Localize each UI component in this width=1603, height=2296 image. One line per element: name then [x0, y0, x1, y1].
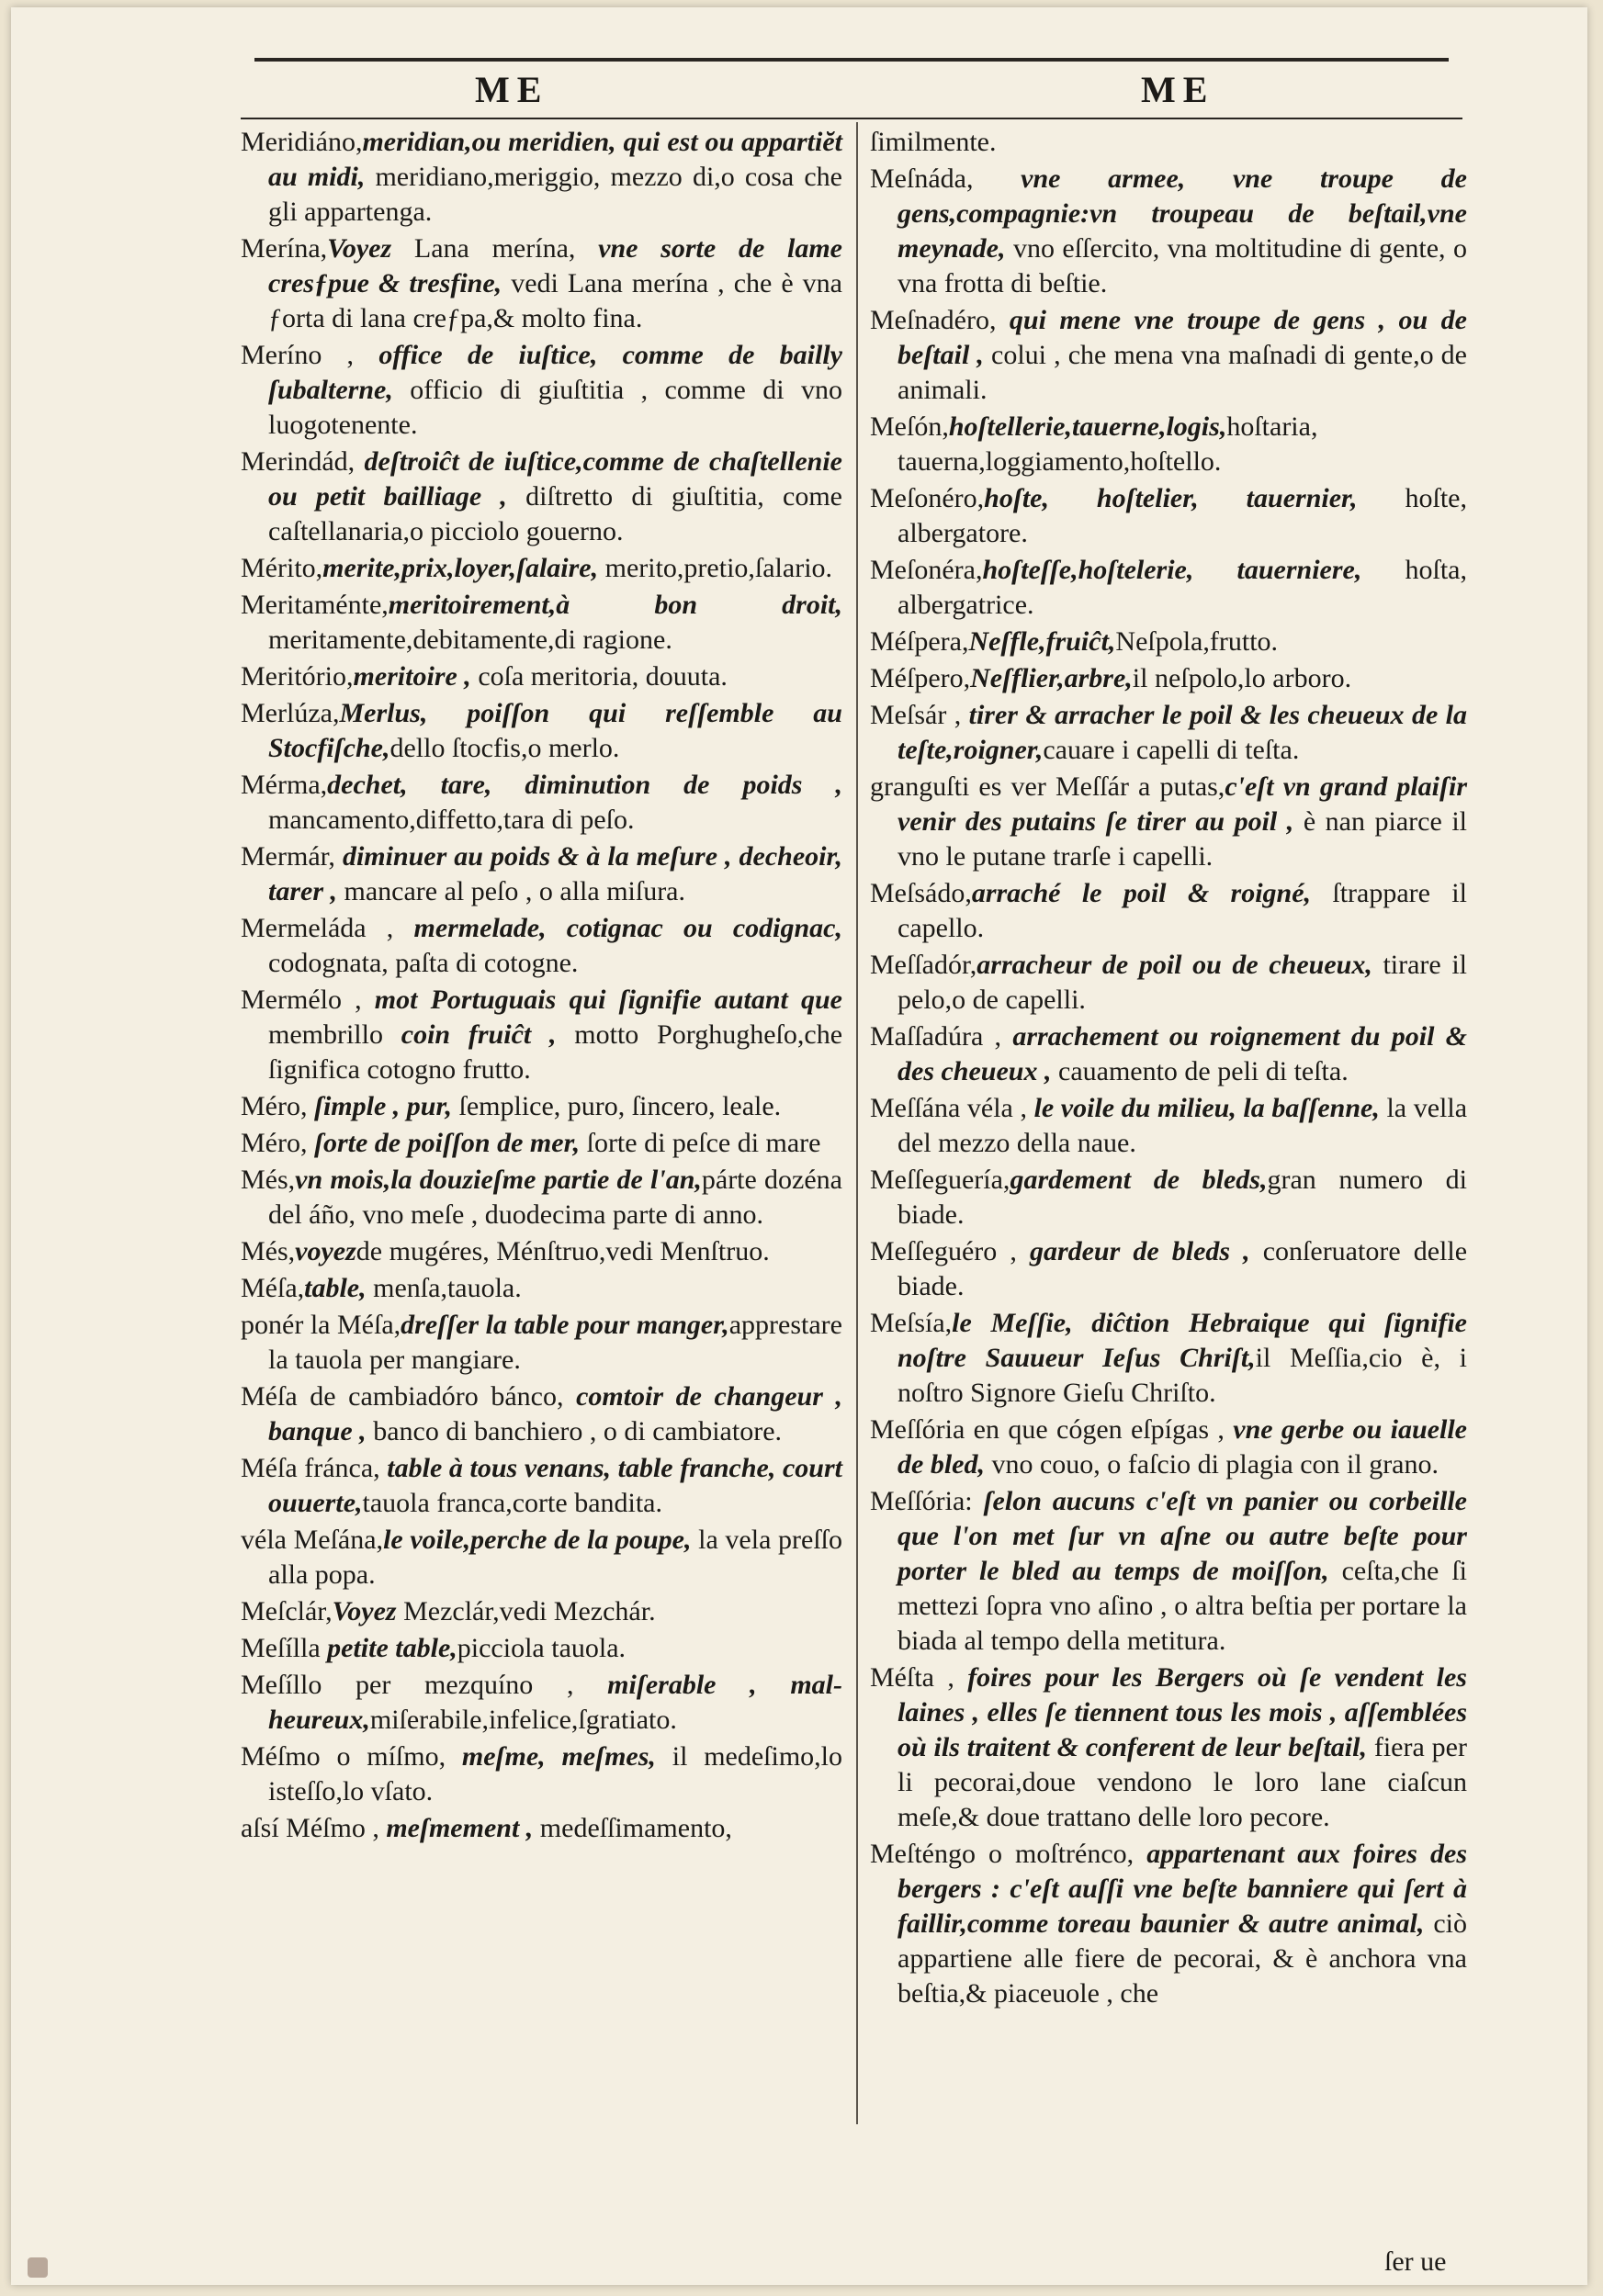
entry-french-gloss: diminuer au poids & à la meſure , decheoir, tarer , — [268, 841, 843, 906]
entry-french-gloss: mot Portuguais qui ſignifie autant que — [374, 985, 842, 1015]
entry-french-gloss: table à tous venans, table franche, court ouuerte, — [268, 1453, 842, 1518]
entry-french-gloss: gardeur de bleds , — [1029, 1236, 1250, 1266]
entry-italian-gloss: párte dozéna del áño, — [268, 1165, 842, 1230]
dictionary-entry — [870, 876, 1467, 946]
entry-french-gloss: ſorte de poiſſon de mer, — [313, 1128, 581, 1158]
entry-italian-gloss: il Meſſia,cio è, i noſtro Signore Gieſu Chriſto. — [897, 1343, 1467, 1408]
dictionary-entry — [241, 1594, 842, 1629]
entry-headword: Meridiáno, — [241, 127, 363, 157]
dictionary-entry — [870, 698, 1467, 768]
entry-italian-gloss: dello ſtocfis,o merlo. — [389, 733, 620, 763]
entry-french-gloss: appartenant aux foires des bergers : c'eſt auſſi vne beſte banniere qui ſert à faillir,comme toreau baunier & autre animal, — [897, 1839, 1467, 1939]
entry-french-gloss: dreſſer la table pour manger, — [401, 1310, 729, 1340]
entry-headword: Mermeláda , — [241, 913, 414, 943]
entry-italian-gloss: Neſpola,frutto. — [1115, 626, 1279, 657]
entry-headword: Méſmo o míſmo, — [241, 1741, 462, 1772]
entry-italian-gloss: codognata, paſta di cotogne. — [268, 948, 579, 978]
entry-french-gloss: vne gerbe ou iauelle de bled, — [897, 1414, 1467, 1480]
entry-headword: Meſsádo, — [870, 878, 972, 908]
entry-french-gloss: tirer & arracher le poil & les cheueux de la teſte,roigner, — [897, 700, 1468, 765]
entry-headword: Meritório, — [241, 661, 354, 692]
dictionary-entry — [870, 948, 1467, 1018]
entry-italian-gloss: il neſpolo,lo arboro. — [1132, 663, 1352, 693]
entry-italian-gloss: cauare i capelli di teſta. — [1043, 735, 1300, 765]
entry-headword: Meſclár, — [241, 1596, 333, 1626]
entry-italian-gloss: fiera per li pecorai,doue vendono le loro lane ciaſcun meſe,& doue trattano delle loro pecore. — [897, 1732, 1467, 1832]
entry-french-gloss: meritoirement,à bon droit, — [388, 590, 842, 620]
dictionary-entry — [870, 303, 1467, 408]
dictionary-entry — [241, 1089, 842, 1124]
entry-headword: Méſta , — [870, 1662, 968, 1693]
dictionary-entry — [870, 410, 1467, 479]
entry-headword: Méſa de cambiadóro bánco, — [241, 1381, 577, 1412]
entry-headword: Mermélo , — [241, 985, 375, 1015]
entry-italian-gloss: hoſtaria, tauerna,loggiamento,hoſtello. — [897, 411, 1318, 477]
dictionary-entry — [241, 768, 842, 838]
entry-italian-gloss: vedi Lana merína , che è vna ƒorta di lana creƒpa,& molto fina. — [268, 268, 842, 333]
dictionary-entry — [241, 659, 842, 694]
entry-french-gloss: office de iuſtice, comme de bailly ſubalterne, — [268, 340, 842, 405]
entry-french-gloss: hoſte, hoſtelier, tauernier, — [984, 483, 1358, 513]
dictionary-entry — [241, 338, 842, 443]
entry-headword: Meſnadéro, — [870, 305, 1010, 335]
entry-italian-gloss: ſemplice, puro, ſincero, leale. — [452, 1091, 782, 1121]
entry-headword: Meſſána véla , — [870, 1093, 1034, 1123]
dictionary-entry — [241, 1308, 842, 1378]
entry-french-gloss: Voyez — [332, 1596, 397, 1626]
entry-italian-gloss: cauamento de peli di teſta. — [1051, 1056, 1349, 1086]
dictionary-entry — [241, 1668, 842, 1738]
entry-french-gloss: c'eſt vn grand plaiſir venir des putains ſe tirer au poil , — [897, 771, 1467, 837]
entry-italian-gloss: apprestare la tauola per mangiare. — [268, 1310, 842, 1375]
dictionary-entry — [870, 1484, 1467, 1659]
entry-headword: Meſílla — [241, 1633, 328, 1663]
dictionary-entry — [241, 551, 842, 586]
entry-french-gloss: dechet, tare, diminution de poids , — [327, 770, 842, 800]
entry-headword: ponér la Méſa, — [241, 1310, 401, 1340]
entry-italian-gloss: banco di banchiero , o di cambiatore. — [366, 1416, 783, 1446]
dictionary-entry — [870, 162, 1467, 301]
entry-italian-gloss: coſa meritoria, douuta. — [470, 661, 728, 692]
entry-italian-gloss: gran numero di biade. — [897, 1165, 1467, 1230]
entry-french-gloss: le voile,perche de la poupe, — [383, 1525, 692, 1555]
entry-italian-gloss: menſa,tauola. — [366, 1273, 522, 1303]
entry-italian-gloss: mancamento,diffetto,tara di peſo. — [268, 805, 635, 835]
entry-italian-gloss: Mezclár,vedi Mezchár. — [396, 1596, 656, 1626]
dictionary-entry — [241, 231, 842, 336]
entry-italian-gloss: il medeſimo,lo isteſſo,lo vſato. — [268, 1741, 842, 1806]
dictionary-page — [11, 7, 1587, 2285]
entry-italian-gloss: Lana merína, — [391, 233, 599, 264]
entry-headword: Meſſadór, — [870, 950, 977, 980]
entry-french-gloss: Voyez — [327, 233, 392, 264]
entry-headword: Meſſeguería, — [870, 1165, 1010, 1195]
entry-headword: Méro, — [241, 1091, 314, 1121]
entry-italian-gloss: la vela preſſo alla popa. — [268, 1525, 843, 1590]
entry-headword: Maſſadúra , — [870, 1021, 1013, 1052]
entry-french-gloss: gardement de bleds, — [1010, 1165, 1268, 1195]
page-corner-mark — [28, 2257, 48, 2278]
entry-italian-gloss: vno couo, o faſcio di plagia con il grano. — [984, 1449, 1439, 1480]
entry-italian-gloss: merito,pretio,ſalario. — [598, 553, 833, 583]
entry-headword: Més, — [241, 1165, 296, 1195]
entry-french-gloss: Merlus, poiſſon qui reſſemble au Stocfiſche, — [268, 698, 842, 763]
entry-italian-gloss: motto Porghugheſo,che ſignifica cotogno frutto. — [268, 1019, 843, 1085]
dictionary-entry — [241, 125, 842, 230]
dictionary-entry — [870, 481, 1467, 551]
entry-french-gloss: ſelon aucuns c'eſt vn panier ou corbeille que l'on met ſur vn aſne ou autre beſte pour porter le bled au temps de moiſſon, — [897, 1486, 1467, 1586]
dictionary-entry — [870, 770, 1467, 874]
entry-headword: Meſsía, — [870, 1308, 953, 1338]
dictionary-entry — [241, 1379, 842, 1449]
entry-french-gloss: comtoir de changeur , banque , — [268, 1381, 843, 1446]
entry-headword: Meſnáda, — [870, 163, 1022, 194]
entry-italian-gloss: ſtrappare il capello. — [897, 878, 1467, 943]
entry-headword: Meſón, — [870, 411, 949, 442]
header-rule — [241, 118, 1462, 119]
entry-french-gloss: table, — [304, 1273, 367, 1303]
dictionary-entry — [870, 1234, 1467, 1304]
entry-headword: Mérito, — [241, 553, 323, 583]
dictionary-entry — [241, 696, 842, 766]
entry-headword: Méſa fránca, — [241, 1453, 388, 1483]
entry-headword: granguſti es ver Meſſár a putas, — [870, 771, 1225, 802]
entry-italian-gloss: conſeruatore delle biade. — [897, 1236, 1468, 1301]
entry-french-gloss: vne armee, vne troupe de gens,compagnie:vn troupeau de beſtail,vne meynade, — [897, 163, 1467, 264]
entry-italian-gloss: ciò appartiene alle fiere de pecorai, & è anchora vna beſtia,& piaceuole , che — [897, 1908, 1468, 2009]
entry-italian-gloss: colui , che mena vna maſnadi di gente,o de animali. — [897, 340, 1467, 405]
right-column — [870, 125, 1467, 2013]
entry-italian-gloss: hoſte, albergatore. — [897, 483, 1467, 548]
running-header-right: ME — [1141, 69, 1215, 110]
dictionary-entry — [870, 1091, 1467, 1161]
dictionary-entry — [241, 1234, 842, 1269]
entry-headword: Més, — [241, 1236, 296, 1266]
left-column — [241, 125, 842, 1848]
dictionary-entry — [241, 911, 842, 981]
entry-french-gloss: le Meſſie, diĉtion Hebraique qui ſignifie noſtre Sauueur Ieſus Chriſt, — [897, 1308, 1467, 1373]
entry-italian-gloss: membrillo — [268, 1019, 401, 1050]
entry-headword: Meſſória: — [870, 1486, 984, 1516]
dictionary-entry — [870, 553, 1467, 623]
entry-french-gloss: coin fruiĉt , — [401, 1019, 557, 1050]
entry-italian-gloss: tauola franca,corte bandita. — [362, 1488, 662, 1518]
entry-italian-gloss: meritamente,debitamente,di ragione. — [268, 625, 672, 655]
entry-french-gloss: vn mois,la douzieſme partie de l'an, — [295, 1165, 702, 1195]
entry-french-gloss: hoſteſſe,hoſtelerie, tauerniere, — [982, 555, 1362, 585]
top-rule — [254, 58, 1449, 62]
dictionary-entry — [241, 839, 842, 909]
entry-headword: Méſpero, — [870, 663, 971, 693]
entry-french-gloss: Neſflier,arbre, — [970, 663, 1133, 693]
dictionary-entry — [870, 661, 1467, 696]
entry-french-gloss: mermelade, cotignac ou codignac, — [413, 913, 842, 943]
entry-headword: Merindád, — [241, 446, 365, 477]
dictionary-entry — [241, 1271, 842, 1306]
entry-headword: Meritaménte, — [241, 590, 389, 620]
dictionary-entry — [870, 1660, 1467, 1835]
entry-headword: Meſsár , — [870, 700, 969, 730]
entry-headword: Merlúza, — [241, 698, 340, 728]
entry-french-gloss: arrachement ou roignement du poil & des cheueux , — [897, 1021, 1468, 1086]
dictionary-entry — [241, 1811, 842, 1846]
entry-italian-gloss: vno eſſercito, vna moltitudine di gente, o vna frotta di beſtie. — [897, 233, 1467, 298]
entry-french-gloss: arracheur de poil ou de cheueux, — [976, 950, 1372, 980]
entry-italian-gloss: mancare al peſo , o alla miſura. — [337, 876, 685, 906]
entry-italian-gloss: la vella del mezzo della naue. — [897, 1093, 1468, 1158]
entry-italian-gloss: hoſta, albergatrice. — [897, 555, 1467, 620]
entry-italian-gloss: de mugéres, — [356, 1236, 490, 1266]
entry-french-gloss: le voile du milieu, la baſſenne, — [1033, 1093, 1380, 1123]
dictionary-entry — [870, 1163, 1467, 1232]
dictionary-entry — [870, 125, 1467, 160]
entry-italian-gloss: meridiano,meriggio, mezzo di,o cosa che gli appartenga. — [268, 162, 842, 227]
entry-italian-gloss: picciola tauola. — [457, 1633, 627, 1663]
dictionary-entry — [241, 1451, 842, 1521]
dictionary-entry — [870, 1306, 1467, 1411]
entry-french-gloss: merite,prix,loyer,ſalaire, — [322, 553, 599, 583]
entry-headword: Meſténgo o moſtrénco, — [870, 1839, 1147, 1869]
column-divider — [856, 122, 858, 2124]
dictionary-entry — [241, 1163, 842, 1232]
entry-french-gloss: qui mene vne troupe de gens , ou de beſtail , — [897, 305, 1467, 370]
entry-headword: Meſonéro, — [870, 483, 985, 513]
entry-headword: Méſa, — [241, 1273, 305, 1303]
entry-french-gloss: meritoire , — [353, 661, 471, 692]
entry-headword: Méſpera, — [870, 626, 969, 657]
entry-french-gloss: hoſtellerie,tauerne,logis, — [948, 411, 1227, 442]
dictionary-entry — [870, 1412, 1467, 1482]
entry-headword: véla Meſána, — [241, 1525, 384, 1555]
entry-french-gloss: meſmement , — [386, 1813, 534, 1843]
dictionary-entry — [241, 983, 842, 1087]
dictionary-entry — [241, 445, 842, 549]
dictionary-entry — [241, 588, 842, 658]
entry-headword: Mérma, — [241, 770, 328, 800]
entry-french-gloss: ſimple , pur, — [313, 1091, 452, 1121]
entry-headword: Méro, — [241, 1128, 314, 1158]
entry-french-gloss: meridian,ou meridien, qui est ou appartiĕt au midi, — [268, 127, 842, 192]
entry-italian-gloss: ſimilmente. — [870, 127, 997, 157]
entry-french-gloss: arraché le poil & roigné, — [971, 878, 1312, 908]
entry-italian-gloss: Ménſtruo,vedi Menſtruo. — [489, 1236, 770, 1266]
entry-headword: Meſſeguéro , — [870, 1236, 1030, 1266]
entry-french-gloss: foires pour les Bergers où ſe vendent les laines , elles ſe tiennent tous les mois , aſſemblées où ils traitent & conferent de leur beſtail, — [897, 1662, 1467, 1762]
entry-italian-gloss: è nan piarce il vno le putane trarſe i capelli. — [897, 806, 1467, 872]
entry-headword: Meſíllo per mezquíno , — [241, 1670, 608, 1700]
dictionary-entry — [870, 1019, 1467, 1089]
entry-headword: Mermár, — [241, 841, 343, 872]
entry-italian-gloss: miſerabile,infelice,ſgratiato. — [369, 1705, 677, 1735]
entry-headword: Meſſória en que cógen eſpígas , — [870, 1414, 1234, 1445]
entry-french-gloss: deſtroiĉt de iuſtice,comme de chaſtellenie ou petit bailliage , — [268, 446, 842, 512]
entry-italian-gloss: ſorte di peſce di mare — [580, 1128, 821, 1158]
entry-french-gloss: Neſfle,fruiĉt, — [968, 626, 1116, 657]
catchword: ſer ue — [1384, 2246, 1447, 2277]
entry-headword: aſsí Méſmo , — [241, 1813, 387, 1843]
dictionary-entry — [241, 1739, 842, 1809]
entry-italian-gloss: officio di giuſtitia , comme di vno luogotenente. — [268, 375, 842, 440]
dictionary-entry — [241, 1126, 842, 1161]
entry-italian-gloss: tirare il pelo,o de capelli. — [897, 950, 1467, 1015]
entry-headword: Meſonéra, — [870, 555, 983, 585]
entry-italian-gloss: ceſta,che ſi mettezi ſopra vno aſino , o altra beſtia per portare la biada al tempo della metitura. — [897, 1556, 1468, 1656]
dictionary-entry — [241, 1523, 842, 1593]
entry-headword: Meríno , — [241, 340, 379, 370]
entry-french-gloss: meſme, meſmes, — [461, 1741, 656, 1772]
dictionary-entry — [870, 1837, 1467, 2011]
entry-french-gloss: vne sorte de lame cresƒpue & tresfine, — [268, 233, 842, 298]
entry-headword: Merína, — [241, 233, 328, 264]
entry-italian-gloss: medeſſimamento, — [533, 1813, 732, 1843]
entry-french-gloss: voyez — [295, 1236, 356, 1266]
entry-french-gloss: petite table, — [327, 1633, 457, 1663]
dictionary-entry — [241, 1631, 842, 1666]
running-header-left: ME — [475, 69, 549, 110]
dictionary-entry — [870, 625, 1467, 659]
entry-italian-gloss: vno meſe , duodecima parte di anno. — [355, 1199, 763, 1230]
entry-italian-gloss: diſtretto di giuſtitia, come caſtellanaria,o picciolo gouerno. — [268, 481, 842, 546]
entry-french-gloss: miſerable , mal-heureux, — [268, 1670, 842, 1735]
